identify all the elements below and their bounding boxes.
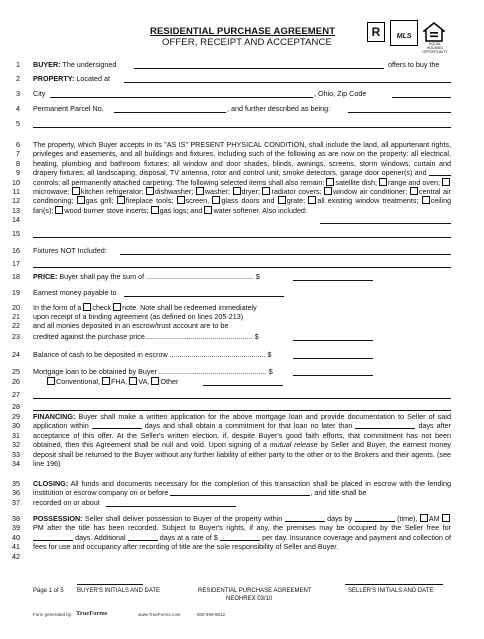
possession-text-8: per day. Insurance coverage and payment and collection of fees for use and occupancy after recording of title are the sole responsibility of Seller and Buyer. <box>33 532 452 552</box>
possession-text-3: (time), <box>397 514 418 523</box>
line-number: 42 <box>12 551 20 561</box>
buyer-initials-line[interactable] <box>77 584 143 585</box>
line-number: 4 <box>16 104 20 113</box>
line-number: 19 <box>12 288 20 297</box>
equal-housing-icon <box>423 22 445 42</box>
possession-text-2: days by <box>327 514 353 523</box>
item-microwave: microwave; <box>33 187 70 197</box>
checkbox-gas-logs[interactable] <box>151 206 159 214</box>
line-number: 41 <box>12 542 20 552</box>
financing-text-1: Buyer shall make a written application for the above mortgage loan and provide documentation to Seller of said application within <box>33 412 451 431</box>
other-label: Other <box>160 377 179 386</box>
item-glass-doors: glass doors and <box>221 196 275 206</box>
line-number: 2 <box>16 74 20 83</box>
check-label: check <box>92 303 112 312</box>
checkbox-fha[interactable] <box>102 377 110 385</box>
closing-label: CLOSING: <box>33 479 69 488</box>
buyer-text: The undersigned <box>60 60 117 69</box>
line-number: 3 <box>16 89 20 98</box>
daily-rate-field[interactable] <box>220 533 260 541</box>
garage-opener-count-field[interactable] <box>429 168 451 176</box>
trueforms-phone: 800-499-9612 <box>197 612 226 617</box>
property-label: PROPERTY: <box>33 74 75 83</box>
city-field[interactable] <box>50 89 313 98</box>
checkbox-washer[interactable] <box>196 187 204 195</box>
line-number: 32 <box>12 440 20 450</box>
item-refrigerator: kitchen refrigerator; <box>80 187 144 197</box>
checkbox-window-treatments[interactable] <box>308 196 316 204</box>
line-number: 35 <box>12 479 20 488</box>
item-gas-logs: gas logs; and <box>159 205 203 215</box>
checkbox-refrigerator[interactable] <box>72 187 80 195</box>
realtor-logo-icon: R <box>367 22 385 42</box>
line-number: 12 <box>12 196 20 206</box>
line-number: 13 <box>12 205 20 215</box>
item-wood-burner: wood burner stove inserts; <box>64 205 149 215</box>
commitment-days-field[interactable] <box>355 421 415 429</box>
escrow-text: and all monies deposited in an escrow/trust account are to be <box>33 321 229 330</box>
recorded-date-field[interactable] <box>106 498 236 507</box>
seller-initials-label: SELLER'S INITIALS AND DATE <box>348 588 434 594</box>
offers-text: offers to buy the <box>388 60 440 69</box>
parcel-field[interactable] <box>114 104 226 113</box>
item-radiator: radiator covers; <box>271 187 322 197</box>
checkbox-conventional[interactable] <box>47 377 55 385</box>
description-field-2[interactable] <box>33 119 451 128</box>
checkbox-glass-doors[interactable] <box>212 196 220 204</box>
possession-text-6: days. Additional <box>75 532 126 542</box>
line-number: 16 <box>12 246 20 255</box>
page-number: Page 1 of 5 <box>33 588 64 594</box>
line-number: 30 <box>12 421 20 431</box>
item-washer: washer; <box>204 187 230 197</box>
buyer-initials-label: BUYER'S INITIALS AND DATE <box>77 588 161 594</box>
checkbox-ceiling-fans[interactable] <box>422 196 430 204</box>
checkbox-microwave[interactable] <box>442 178 450 186</box>
also-included-field[interactable] <box>320 215 451 224</box>
line-number: 25 <box>12 367 20 376</box>
form-title: RESIDENTIAL PURCHASE AGREEMENT <box>150 26 336 37</box>
line-number: 28 <box>12 402 20 411</box>
selected-items-text: controls; all permanently attached carpeting. The following selected items shall also remain: <box>33 177 325 187</box>
trueforms-site-link[interactable]: www.TrueForms.com <box>138 612 181 617</box>
earnest-money-label: Earnest money payable to <box>33 288 117 297</box>
city-label: City <box>33 89 46 98</box>
checkbox-radiator[interactable] <box>262 187 270 195</box>
line-number: 14 <box>12 215 20 225</box>
closing-text-1: All funds and documents necessary for the completion of this transaction shall be placed in escrow with the lending institution or escrow company on or before <box>33 479 451 498</box>
earnest-money-payee-field[interactable] <box>124 288 284 297</box>
balance-cash-text: Balance of cash to be deposited in escrow ................................................ $ <box>33 350 272 359</box>
closing-text-2: , and title shall be <box>310 488 367 498</box>
equal-housing-caption: EQUAL HOUSING OPPORTUNITY <box>422 42 448 54</box>
line-number: 7 <box>16 149 20 159</box>
item-dryer: dryer; <box>241 187 260 197</box>
line-number: 40 <box>12 532 20 542</box>
financing-paragraph <box>33 412 451 468</box>
line-number: 17 <box>12 259 20 268</box>
checkbox-note[interactable] <box>113 303 121 311</box>
property-address-field[interactable] <box>124 74 451 83</box>
note-text: note. Note shall be redeemed immediately <box>122 303 257 312</box>
condition-text: The property, which Buyer accepts in its "AS IS" PRESENT PHYSICAL CONDITION, shall include the land, all appurtenant rights, privileges and easements, and all buildings and fixtures, including such of the following as are now on the property: all electrical, heating, plumbing and bathroom fixtures; all window and door shades, blinds, awnings, screens, storm windows, curtain and drapery fixtures; all landscaping, disposal, TV antenna, rotor and control unit, smoke detectors, garage door opener(s) and <box>33 140 451 178</box>
line-number: 22 <box>12 321 20 330</box>
generated-by-label: Form generated by: <box>33 612 73 617</box>
line-number: 27 <box>12 390 20 399</box>
checkbox-dishwasher[interactable] <box>146 187 154 195</box>
checkbox-range[interactable] <box>379 178 387 186</box>
closing-date-field[interactable] <box>170 488 310 496</box>
closing-paragraph <box>33 479 451 498</box>
trueforms-brand: TrueForms <box>76 610 108 617</box>
line-number: 20 <box>12 303 20 312</box>
description-field[interactable] <box>348 104 451 113</box>
line-number: 8 <box>16 158 20 168</box>
line-number: 34 <box>12 459 20 468</box>
free-days-field[interactable] <box>33 533 73 541</box>
mls-logo-icon <box>390 20 418 46</box>
possession-days-field[interactable] <box>285 514 325 522</box>
property-text: Located at <box>74 74 110 83</box>
other-loan-field[interactable] <box>203 377 283 386</box>
item-grate: grate; <box>286 196 306 206</box>
checkbox-water-softener[interactable] <box>204 206 212 214</box>
financing-text-5: by Seller and Buyer, the earnest money deposit shall be returned to the Buyer without any further liability of either party to the other or to the Brokers and their agents. (see line 196) <box>33 440 451 469</box>
described-text: , and further described as being: <box>227 104 331 113</box>
balance-cash-field[interactable] <box>293 350 373 359</box>
checkbox-am[interactable] <box>420 514 428 522</box>
item-dishwasher: dishwasher; <box>154 187 194 197</box>
line-number: 9 <box>16 168 20 178</box>
line-number: 21 <box>12 312 20 321</box>
fixtures-not-included-label: Fixtures NOT Included: <box>33 246 107 255</box>
line-number: 15 <box>12 229 20 238</box>
line-28-field[interactable] <box>33 402 451 411</box>
item-window-treatments: all existing window treatments; <box>317 196 419 206</box>
mls-logo-text: MLS <box>396 33 412 40</box>
checkbox-grate[interactable] <box>278 196 286 204</box>
item-ceiling-fans: ceiling fan(s); <box>33 196 452 215</box>
form-of-label: In the form of a <box>33 303 82 312</box>
price-field[interactable] <box>293 272 373 281</box>
possession-paragraph <box>33 514 451 552</box>
line-number: 23 <box>12 332 20 341</box>
zip-field[interactable] <box>392 89 451 98</box>
earnest-money-amount-field[interactable] <box>293 332 373 341</box>
form-subtitle: OFFER, RECEIPT AND ACCEPTANCE <box>162 37 332 48</box>
mortgage-loan-text: Mortgage loan to be obtained by Buyer ...................................................... $ <box>33 367 273 376</box>
line-number: 6 <box>16 140 20 149</box>
property-condition-paragraph <box>33 140 451 215</box>
possession-text-1: Seller shall deliver possession to Buyer of the property within <box>82 514 283 523</box>
recorded-text: recorded on or about <box>33 498 100 507</box>
checkbox-wood-burner[interactable] <box>55 206 63 214</box>
buyer-label: BUYER: <box>33 60 61 69</box>
item-satellite: satellite dish; <box>335 177 377 187</box>
item-window-ac: window air conditioner; <box>333 187 408 197</box>
financing-label: FINANCING: <box>33 412 76 421</box>
line-number: 18 <box>12 272 20 281</box>
line-number: 11 <box>12 187 20 196</box>
fixtures-not-included-field-2[interactable] <box>33 259 451 268</box>
line-number: 33 <box>12 449 20 459</box>
checkbox-gas-grill[interactable] <box>77 196 85 204</box>
possession-label: POSSESSION: <box>33 514 83 523</box>
checkbox-other[interactable] <box>151 377 159 385</box>
checkbox-window-ac[interactable] <box>324 187 332 195</box>
credited-text: credited against the purchase price...................................................... $ <box>33 332 259 341</box>
line-number: 5 <box>16 119 20 128</box>
additional-days-field[interactable] <box>128 533 158 541</box>
binding-agreement-text: upon receipt of a binding agreement (as defined on lines 205-213) <box>33 312 244 321</box>
line-number: 24 <box>12 350 20 359</box>
financing-text-3: days after acceptance of this offer. At the Seller's written election, if, despite Buyer's good faith efforts, that commitment has not been obtained, then this Agreement shall be null and void. Upon signing of a <box>33 421 452 450</box>
item-screen: screen, <box>185 196 210 206</box>
line-number: 36 <box>12 488 20 498</box>
checkbox-satellite[interactable] <box>326 178 334 186</box>
zip-label: , Ohio, Zip Code <box>314 89 367 98</box>
item-range: range and oven; <box>387 177 440 187</box>
footer-form-name: RESIDENTIAL PURCHASE AGREEMENT <box>198 588 312 594</box>
item-water-softener: water softener. Also included: <box>213 205 307 215</box>
possession-text-7: days at a rate of $ <box>159 532 218 542</box>
seller-initials-line[interactable] <box>345 584 443 585</box>
checkbox-fireplace-tools[interactable] <box>117 196 125 204</box>
am-label: AM <box>428 514 440 523</box>
line-number: 29 <box>12 412 20 421</box>
fixtures-not-included-field[interactable] <box>120 246 451 255</box>
possession-text-5: PM after the title has been recorded. Subject to Buyer's rights, if any, the premises may be occupied by the Seller free for <box>33 523 451 533</box>
va-label: VA, <box>138 377 150 386</box>
fha-label: FHA, <box>110 377 128 386</box>
line-number: 39 <box>12 523 20 533</box>
line-number: 37 <box>12 498 20 507</box>
line-number: 31 <box>12 430 20 440</box>
item-central-ac: central air conditioning; <box>33 187 451 206</box>
item-fireplace-tools: fireplace tools; <box>125 196 174 206</box>
financing-text-2: days and shall obtain a commitment for that loan no later than <box>144 421 353 431</box>
line-number: 10 <box>12 177 20 187</box>
price-text: Buyer shall pay the sum of ...................................................... $ <box>57 272 260 281</box>
checkbox-va[interactable] <box>129 377 137 385</box>
buyer-name-field[interactable] <box>134 60 384 69</box>
line-number: 26 <box>12 377 20 386</box>
also-included-field-2[interactable] <box>33 229 451 238</box>
footer-form-code: NEOHREX 03/10 <box>226 596 273 602</box>
item-gas-grill: gas grill; <box>85 196 114 206</box>
line-number: 38 <box>12 514 20 523</box>
checkbox-screen[interactable] <box>177 196 185 204</box>
line-27-field[interactable] <box>33 390 451 399</box>
possession-time-field[interactable] <box>355 514 395 522</box>
checkbox-central-ac[interactable] <box>410 187 418 195</box>
parcel-label: Permanent Parcel No. <box>33 104 104 113</box>
checkbox-check[interactable] <box>83 303 91 311</box>
checkbox-pm[interactable] <box>442 514 450 522</box>
price-label: PRICE: <box>33 272 58 281</box>
conventional-label: Conventional, <box>56 377 100 386</box>
checkbox-dryer[interactable] <box>233 187 241 195</box>
mutual-release-text: mutual release <box>269 440 318 450</box>
mortgage-loan-field[interactable] <box>293 367 373 376</box>
application-days-field[interactable] <box>92 421 142 429</box>
line-number: 1 <box>16 60 20 69</box>
